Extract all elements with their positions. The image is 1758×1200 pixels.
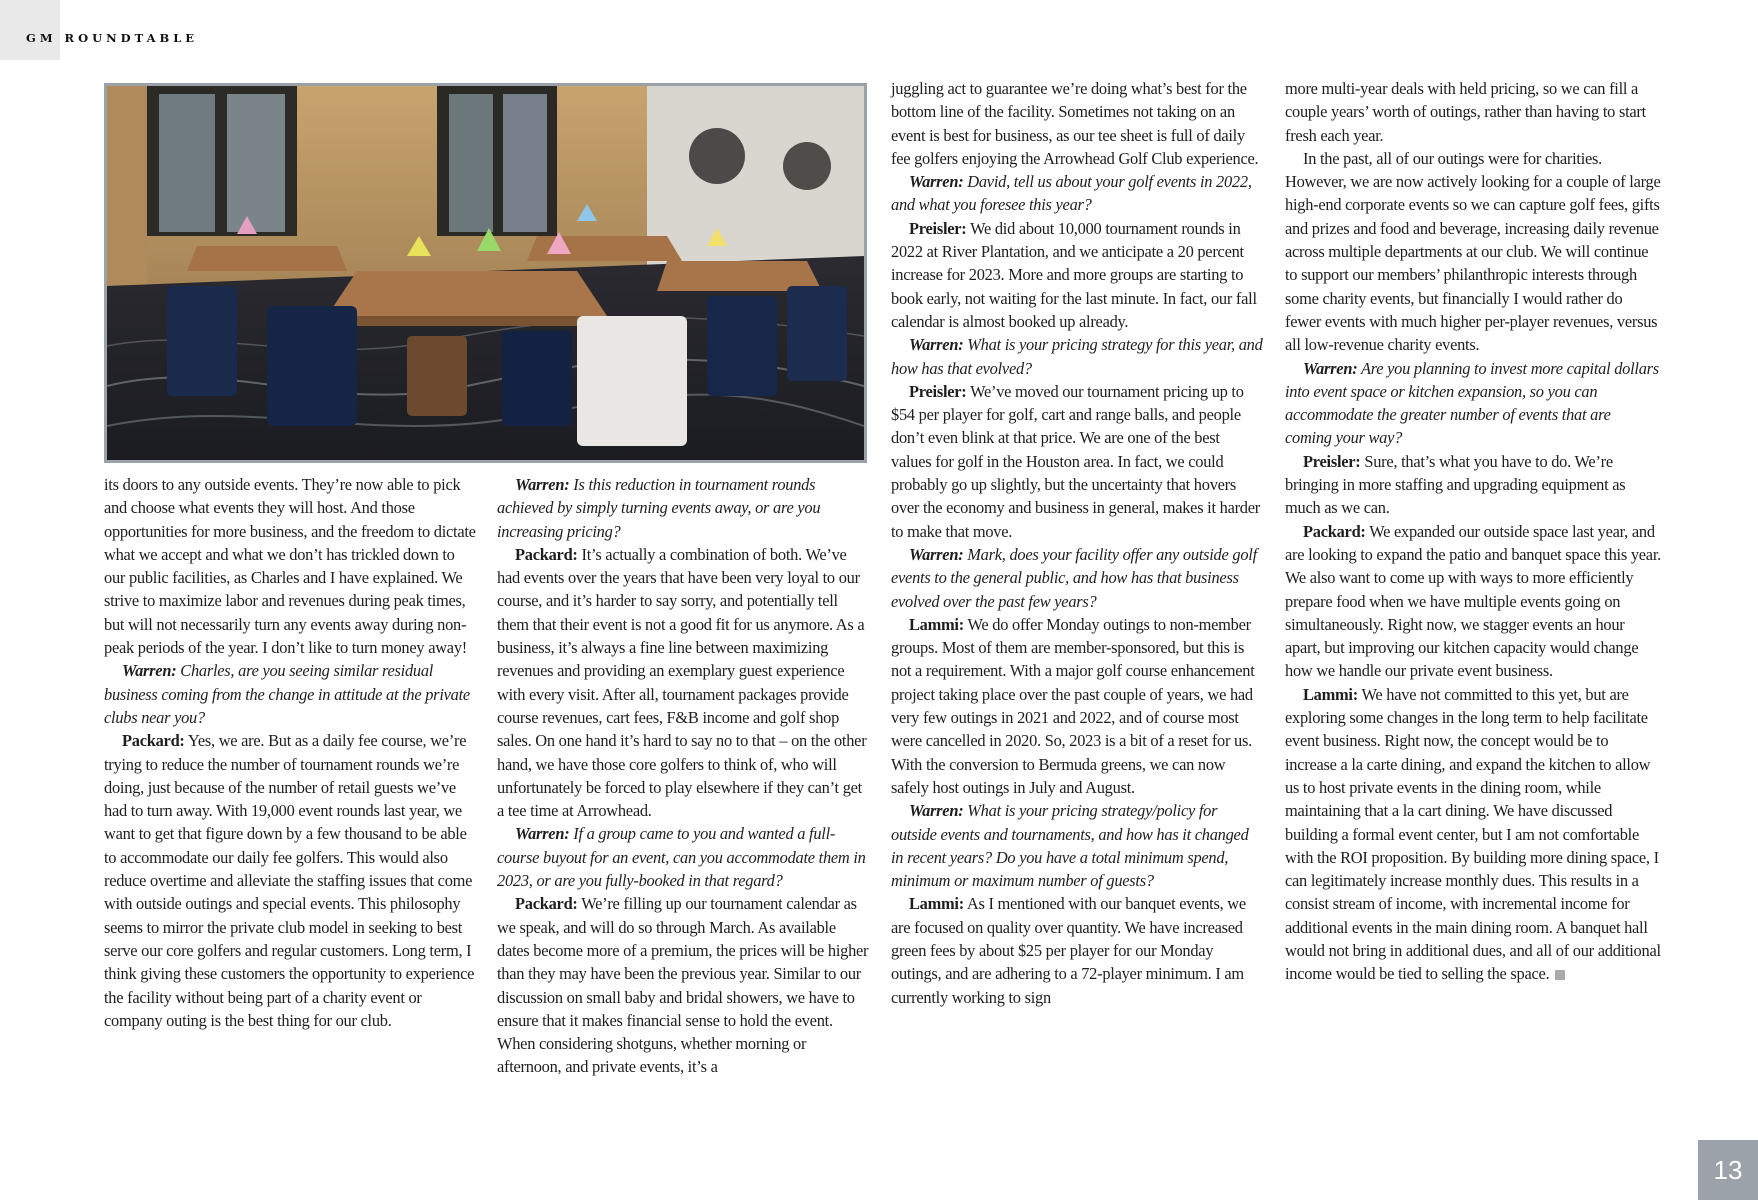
article-paragraph	[1285, 450, 1661, 520]
interviewer-question: Mark, does your facility offer any outside golf events to the general public, and how has that business evolved over the past few years?	[891, 544, 1257, 611]
section-label: GM ROUNDTABLE	[26, 31, 199, 45]
article-paragraph	[497, 473, 869, 543]
article-paragraph	[891, 217, 1263, 333]
article-paragraph	[891, 613, 1263, 799]
speaker-name: Warren:	[909, 335, 964, 355]
answer-text: We’re filling up our tournament calendar as we speak, and will do so through March. As available dates become more of a premium, the prices will be higher than they may have been the previous year. Similar to our discussion on small baby and bridal showers, we have to ensure that it makes financial sense to hold the event. When considering shotguns, whether morning or afternoon, and private events, it’s a	[497, 894, 869, 1077]
speaker-name: Lammi:	[1303, 684, 1358, 704]
end-of-article-mark	[1555, 970, 1565, 980]
article-paragraph	[104, 473, 476, 659]
answer-text: We’ve moved our tournament pricing up to $54 per player for golf, cart and range balls, and people don’t even blink at that price. We are one of the best values for golf in the Houston area. In fact, we could probably go up slightly, but the uncertainty that hovers over the economy and business in general, makes it harder to make that move.	[891, 381, 1260, 541]
article-paragraph	[891, 799, 1263, 892]
answer-text: juggling act to guarantee we’re doing what’s best for the bottom line of the facility. Sometimes not taking on an event is best for business, as our tee sheet is full of daily fee golfers enjoying the Arrowhead Golf Club experience.	[891, 79, 1259, 168]
article-paragraph	[891, 77, 1263, 170]
interviewer-question: What is your pricing strategy for this year, and how has that evolved?	[891, 335, 1263, 378]
page-number: 13	[1698, 1140, 1758, 1200]
answer-text: As I mentioned with our banquet events, we are focused on quality over quantity. We have increased green fees by about $25 per player for our Monday outings, and are adhering to a 72-player minimum. I am currently working to sign	[891, 894, 1246, 1007]
speaker-name: Packard:	[122, 731, 185, 751]
text-column-4	[1285, 77, 1661, 986]
article-paragraph	[497, 543, 869, 823]
speaker-name: Warren:	[515, 475, 570, 494]
text-column-3	[891, 77, 1263, 1009]
answer-text: Yes, we are. But as a daily fee course, we’re trying to reduce the number of tournament rounds we’re doing, just because of the number of retail guests we’ve had to turn away. With 19,000 event rounds last year, we want to get that figure down by a few thousand to be able to accommodate our daily fee golfers. This would also reduce overtime and alleviate the staffing issues that come with outside outings and special events. This philosophy seems to mirror the private club model in seeking to best serve our core golfers and regular customers. Long term, I think giving these customers the opportunity to experience the facility without being part of a charity event or company outing is the best thing for our club.	[104, 731, 475, 1030]
interviewer-question: Charles, are you seeing similar residual business coming from the change in attitude at the private clubs near you?	[104, 661, 470, 727]
speaker-name: Warren:	[1303, 358, 1358, 378]
speaker-name: Packard:	[1303, 521, 1366, 541]
article-paragraph	[891, 892, 1263, 1008]
answer-text: It’s actually a combination of both. We’ve had events over the years that have been very loyal to our course, and it’s harder to say sorry, and potentially tell them that their event is not a good fit for us anymore. As a business, it’s always a fine line between maximizing revenues and providing an exemplary guest experience with every visit. After all, tournament packages provide course revenues, cart fees, F&B income and golf shop sales. On one hand it’s hard to say no to that – on the other hand, we have those core golfers to think of, who will unfortunately be forced to play elsewhere if they can’t get a tee time at Arrowhead.	[497, 544, 867, 821]
article-paragraph	[1285, 683, 1661, 986]
answer-text: its doors to any outside events. They’re now able to pick and choose what events they will host. And those opportunities for more business, and the freedom to dictate what we accept and what we don’t has trickled down to our public facilities, as Charles and I have explained. We strive to maximize labor and revenues during peak times, but will not necessarily turn any events away during non-peak periods of the year. I don’t like to turn money away!	[104, 475, 476, 658]
speaker-name: Lammi:	[909, 614, 964, 634]
speaker-name: Packard:	[515, 544, 578, 564]
speaker-name: Warren:	[515, 824, 570, 844]
article-paragraph	[497, 822, 869, 892]
answer-text: We have not committed to this yet, but are exploring some changes in the long term to help facilitate event business. Right now, the concept would be to increase a la carte dining, and expand the kitchen to allow us to host private events in the dining room, while maintaining that a la cart dining. We have discussed building a formal event center, but I am not comfortable with the ROI proposition. By building more dining space, I can legitimately increase monthly dues. This results in a consist stream of income, with incremental income for additional events in the main dining room. A banquet hall would not bring in additional dues, and all of our additional income would be tied to selling the space.	[1285, 684, 1661, 984]
article-paragraph	[497, 892, 869, 1078]
answer-text: We do offer Monday outings to non-member groups. Most of them are member-sponsored, but this is not a requirement. With a major golf course enhancement project taking place over the past couple of years, we had very few outings in 2021 and 2022, and of course most were cancelled in 2020. So, 2023 is a bit of a reset for us. With the conversion to Bermuda greens, we can now safely host outings in July and August.	[891, 614, 1255, 797]
interviewer-question: Is this reduction in tournament rounds achieved by simply turning events away, or are you increasing pricing?	[497, 475, 821, 541]
article-paragraph	[1285, 77, 1661, 147]
answer-text: We expanded our outside space last year, and are looking to expand the patio and banquet space this year. We also want to come up with ways to more efficiently prepare food when we have multiple events going on simultaneously. Right now, we stagger events an hour apart, but improving our kitchen capacity would change how we handle our private event business.	[1285, 521, 1661, 681]
answer-text: We did about 10,000 tournament rounds in 2022 at River Plantation, and we anticipate a 20 percent increase for 2023. More and more groups are starting to book early, not waiting for the last minute. In fact, our fall calendar is almost booked up already.	[891, 218, 1257, 331]
article-paragraph	[891, 333, 1263, 380]
article-paragraph	[1285, 357, 1661, 450]
interviewer-question: Are you planning to invest more capital dollars into event space or kitchen expansion, so you can accommodate the greater number of events that are coming your way?	[1285, 358, 1659, 448]
speaker-name: Preisler:	[909, 218, 967, 238]
article-paragraph	[1285, 520, 1661, 683]
text-column-2	[497, 473, 869, 1079]
speaker-name: Lammi:	[909, 894, 964, 914]
interviewer-question: What is your pricing strategy/policy for outside events and tournaments, and how has it changed in recent years? Do you have a total minimum spend, minimum or maximum number of guests?	[891, 801, 1249, 891]
interviewer-question: If a group came to you and wanted a full-course buyout for an event, can you accommodate them in 2023, or are you fully-booked in that regard?	[497, 824, 866, 891]
speaker-name: Warren:	[909, 172, 964, 192]
answer-text: Sure, that’s what you have to do. We’re bringing in more staffing and upgrading equipment as much as we can.	[1285, 451, 1626, 518]
article-paragraph	[104, 729, 476, 1032]
speaker-name: Preisler:	[1303, 451, 1361, 471]
article-paragraph	[104, 659, 476, 729]
article-paragraph	[891, 380, 1263, 543]
speaker-name: Warren:	[122, 661, 177, 681]
article-paragraph	[1285, 147, 1661, 357]
speaker-name: Warren:	[909, 801, 964, 821]
text-column-1	[104, 473, 476, 1032]
restaurant-photo	[104, 83, 867, 463]
speaker-name: Packard:	[515, 894, 578, 914]
answer-text: more multi-year deals with held pricing, so we can fill a couple years’ worth of outings, rather than having to start fresh each year.	[1285, 79, 1646, 145]
dining-room-image	[107, 86, 864, 460]
interviewer-question: David, tell us about your golf events in 2022, and what you foresee this year?	[891, 172, 1252, 215]
article-paragraph	[891, 170, 1263, 217]
speaker-name: Warren:	[909, 544, 964, 564]
answer-text: In the past, all of our outings were for charities. However, we are now actively looking for a couple of large high-end corporate events so we can capture golf fees, gifts and prizes and food and beverage, increasing daily revenue across multiple departments at our club. We will continue to support our members’ philanthropic interests through some charity events, but financially I would rather do fewer events with much higher per-player revenues, versus all low-revenue charity events.	[1285, 148, 1661, 355]
speaker-name: Preisler:	[909, 381, 967, 401]
header-tab	[0, 0, 60, 60]
article-paragraph	[891, 543, 1263, 613]
